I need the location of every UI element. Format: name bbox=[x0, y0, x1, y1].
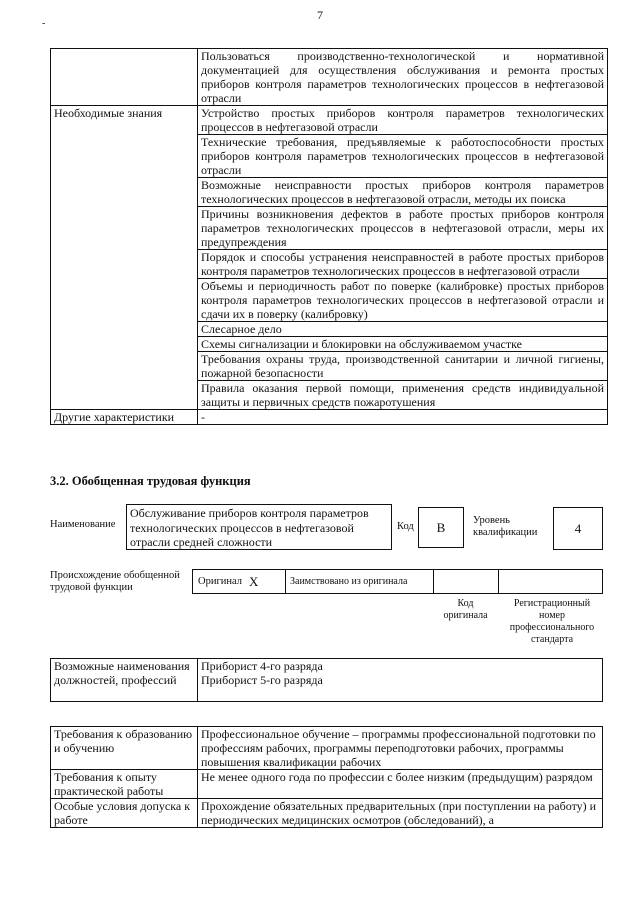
knowledge-item: Устройство простых приборов контроля параметров технологических процессов в нефтегазовой отрасли bbox=[198, 106, 608, 135]
knowledge-item: Требования охраны труда, производственной санитарии и личной гигиены, пожарной безопасности bbox=[198, 352, 608, 381]
knowledge-item: Технические требования, предъявляемые к работоспособности простых приборов контроля параметров технологических процессов в нефтегазовой отрасли bbox=[198, 135, 608, 178]
empty-label-cell bbox=[51, 49, 198, 106]
section-title: 3.2. Обобщенная трудовая функция bbox=[50, 474, 251, 488]
requirement-label: Требования к опыту практической работы bbox=[51, 770, 198, 799]
level-box bbox=[553, 507, 603, 550]
knowledge-item: Правила оказания первой помощи, применения средств индивидуальной защиты и первичных средств пожаротушения bbox=[198, 381, 608, 410]
requirement-value: Прохождение обязательных предварительных (при поступлении на работу) и периодических медицинских осмотров (обследований), а bbox=[198, 799, 603, 828]
code-value: B bbox=[436, 520, 446, 535]
skills-knowledge-table bbox=[50, 48, 608, 425]
requirement-value: Не менее одного года по профессии с более низким (предыдущим) разрядом bbox=[198, 770, 603, 799]
knowledge-label: Необходимые знания bbox=[51, 106, 198, 410]
other-value: - bbox=[198, 410, 608, 425]
original-label: Оригинал bbox=[198, 576, 242, 587]
skill-cell: Пользоваться производственно-технологической и нормативной документацией для осуществления обслуживания и ремонта простых приборов контроля параметров технологических процессов в нефтегазовой отрасли bbox=[198, 49, 608, 106]
knowledge-item: Порядок и способы устранения неисправностей в работе простых приборов контроля параметров технологических процессов в нефтегазовой отрасли bbox=[198, 250, 608, 279]
reg-number-label: Регистрационный номер профессионального стандарта bbox=[509, 598, 595, 645]
knowledge-item: Схемы сигнализации и блокировки на обслуживаемом участке bbox=[198, 337, 608, 352]
knowledge-item: Слесарное дело bbox=[198, 322, 608, 337]
other-label: Другие характеристики bbox=[51, 410, 198, 425]
positions-values bbox=[198, 659, 603, 702]
position-item: Приборист 4-го разряда bbox=[201, 659, 323, 673]
code-original-box bbox=[433, 569, 499, 594]
code-label: Код bbox=[397, 521, 414, 532]
code-box bbox=[418, 507, 464, 548]
code-original-label: Код оригинала bbox=[443, 598, 488, 621]
margin-mark: - bbox=[42, 18, 46, 29]
page-number: 7 bbox=[317, 8, 323, 22]
positions-table bbox=[50, 658, 603, 702]
requirement-label: Особые условия допуска к работе bbox=[51, 799, 198, 828]
requirements-table bbox=[50, 726, 603, 828]
position-item: Приборист 5-го разряда bbox=[201, 673, 323, 687]
borrowed-label: Заимствовано из оригинала bbox=[290, 576, 408, 587]
original-mark: X bbox=[249, 574, 259, 589]
reg-number-box bbox=[498, 569, 603, 594]
requirement-value: Профессиональное обучение – программы профессиональной подготовки по профессиям рабочих, программы переподготовки рабочих, программы повышения квалификации рабочих bbox=[198, 727, 603, 770]
requirement-label: Требования к образованию и обучению bbox=[51, 727, 198, 770]
positions-label: Возможные наименования должностей, профессий bbox=[51, 659, 198, 702]
origin-label: Происхождение обобщенной трудовой функции bbox=[50, 570, 180, 593]
level-value: 4 bbox=[574, 521, 582, 536]
knowledge-item: Причины возникновения дефектов в работе простых приборов контроля параметров технологических процессов в нефтегазовой отрасли, меры их предупреждения bbox=[198, 207, 608, 250]
name-label: Наименование bbox=[50, 519, 116, 530]
level-label: Уровень квалификации bbox=[473, 515, 538, 538]
function-name-box bbox=[126, 504, 392, 550]
function-name-value: Обслуживание приборов контроля параметров технологических процессов в нефтегазовой отрасли средней сложности bbox=[130, 506, 369, 549]
original-box bbox=[192, 569, 286, 594]
knowledge-item: Возможные неисправности простых приборов контроля параметров технологических процессов в нефтегазовой отрасли, методы их поиска bbox=[198, 178, 608, 207]
knowledge-item: Объемы и периодичность работ по поверке (калибровке) простых приборов контроля параметров технологических процессов в нефтегазовой отрасли и сдачи их в поверку (калибровку) bbox=[198, 279, 608, 322]
borrowed-box bbox=[285, 569, 434, 594]
